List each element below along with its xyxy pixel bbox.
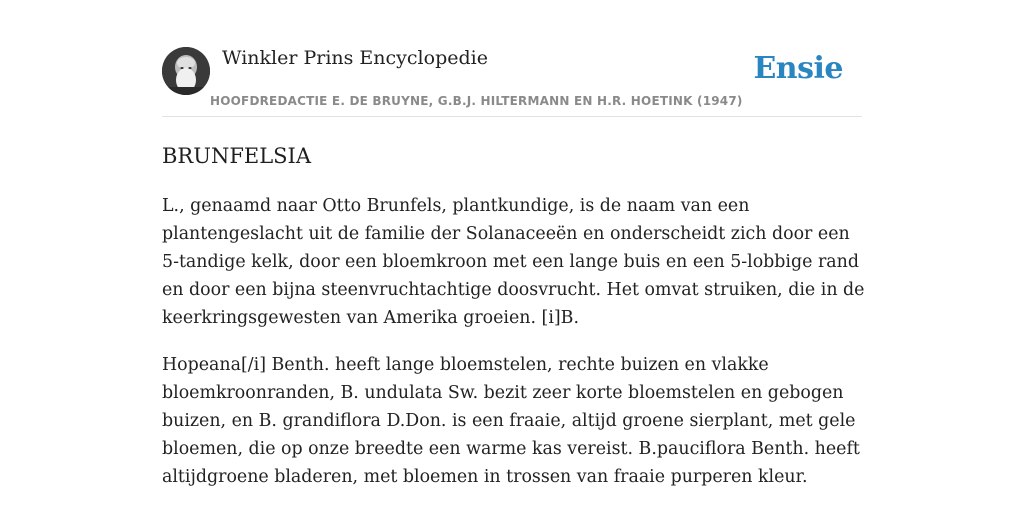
source-title[interactable]: Winkler Prins Encyclopedie — [222, 47, 488, 69]
article-paragraph: L., genaamd naar Otto Brunfels, plantkundige, is de naam van een plantengeslacht uit de familie der Solanaceeën en onderscheidt zich door een 5-tandige kelk, door een bloemkroon met een lange buis en een 5-lobbige rand en door een bijna steenvruchtachtige doosvrucht. Het omvat struiken, die in de keerkringsgewesten van Amerika groeien. [i]B. — [162, 196, 865, 328]
article-body — [162, 192, 872, 510]
ensie-logo[interactable]: Ensie — [753, 51, 843, 86]
source-header — [162, 46, 862, 117]
article-title: BRUNFELSIA — [162, 144, 312, 168]
article-paragraph: Hopeana[/i] Benth. heeft lange bloemstelen, rechte buizen en vlakke bloemkroonranden, B. undulata Sw. bezit zeer korte bloemstelen en gebogen buizen, en B. grandiflora D.Don. is een fraaie, altijd groene sierplant, met gele bloemen, die op onze breedte een warme kas vereist. B.pauciflora Benth. heeft altijdgroene bladeren, met bloemen in trossen van fraaie purperen kleur. — [162, 355, 860, 487]
portrait-avatar-icon[interactable] — [162, 47, 210, 95]
source-editors: HOOFDREDACTIE E. DE BRUYNE, G.B.J. HILTERMANN EN H.R. HOETINK (1947) — [210, 94, 743, 108]
